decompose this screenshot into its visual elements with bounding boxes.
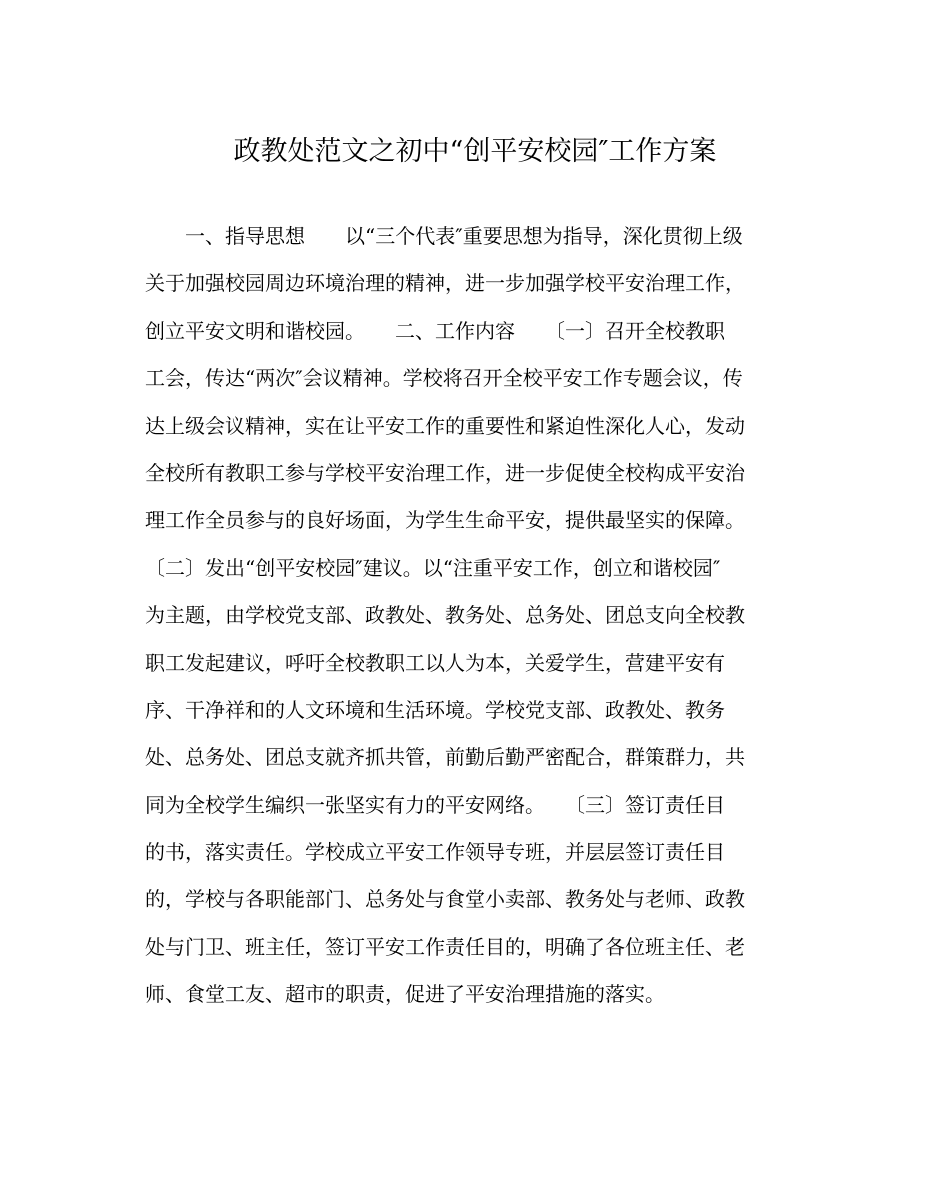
body-line-8: 〔二〕发出“创平安校园″建议。以“注重平安工作，创立和谐校园″ xyxy=(145,555,721,580)
document-body xyxy=(145,218,805,1024)
body-line-12: 处、总务处、团总支就齐抓共管，前勤后勤严密配合，群策群力，共 xyxy=(145,745,745,770)
body-line-14: 的书，落实责任。学校成立平安工作领导专班，并层层签订责任目 xyxy=(145,840,725,865)
body-line-4: 工会，传达“两次″会议精神。学校将召开全校平安工作专题会议，传 xyxy=(145,366,743,391)
body-line-7: 理工作全员参与的良好场面，为学生生命平安，提供最坚实的保障。 xyxy=(145,508,745,533)
body-line-2: 关于加强校园周边环境治理的精神，进一步加强学校平安治理工作， xyxy=(145,271,745,296)
document-title: 政教处范文之初中“创平安校园″工作方案 xyxy=(233,136,717,167)
body-line-13: 同为全校学生编织一张坚实有力的平安网络。 〔三〕签订责任目 xyxy=(145,792,725,817)
body-line-17: 师、食堂工友、超市的职责，促进了平安治理措施的落实。 xyxy=(145,982,665,1007)
body-line-5: 达上级会议精神，实在让平安工作的重要性和紧迫性深化人心，发动 xyxy=(145,413,745,438)
body-line-6: 全校所有教职工参与学校平安治理工作，进一步促使全校构成平安治 xyxy=(145,460,745,485)
body-line-11: 序、干净祥和的人文环境和生活环境。学校党支部、政教处、教务 xyxy=(145,697,725,722)
body-line-1: 一、指导思想 以“三个代表″重要思想为指导，深化贯彻上级 xyxy=(145,224,743,248)
body-line-9: 为主题，由学校党支部、政教处、教务处、总务处、团总支向全校教 xyxy=(145,603,745,628)
body-line-16: 处与门卫、班主任，签订平安工作责任目的，明确了各位班主任、老 xyxy=(145,934,745,959)
body-line-15: 的，学校与各职能部门、总务处与食堂小卖部、教务处与老师、政教 xyxy=(145,887,745,912)
body-line-10: 职工发起建议，呼吁全校教职工以人为本，关爱学生，营建平安有 xyxy=(145,650,725,675)
body-line-3: 创立平安文明和谐校园。 二、工作内容 〔一〕召开全校教职 xyxy=(145,318,725,343)
